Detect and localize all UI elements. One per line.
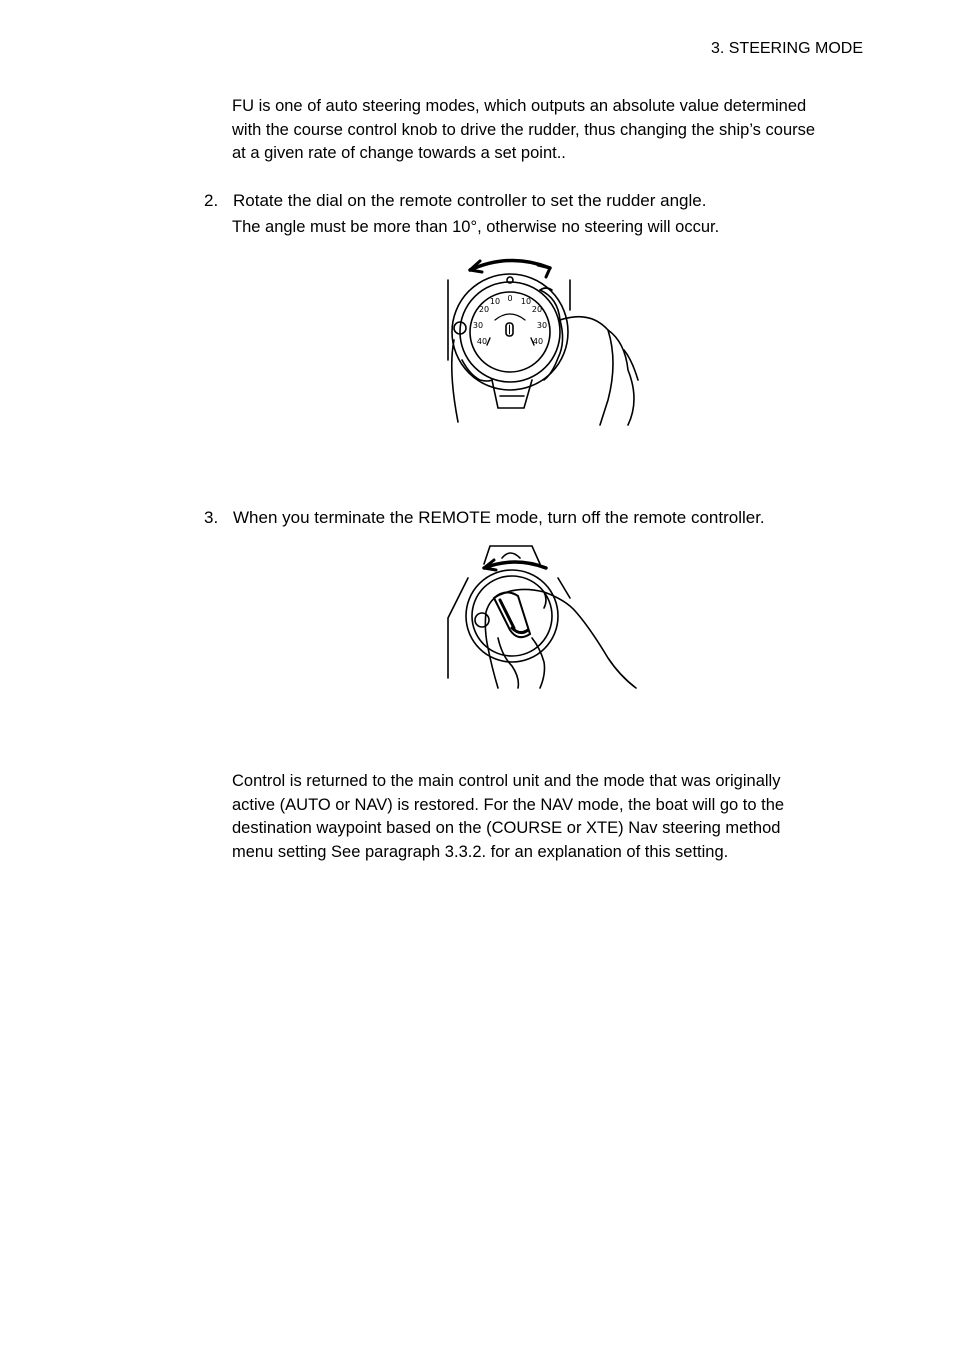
intro-paragraph — [232, 95, 872, 166]
closing-line: Control is returned to the main control unit and the mode that was originally — [232, 772, 781, 790]
intro-line: FU is one of auto steering modes, which outputs an absolute value determined — [232, 97, 807, 115]
dial-label: 30 — [472, 321, 484, 330]
step-text: Rotate the dial on the remote controller to set the rudder angle. — [233, 191, 707, 210]
section-header: 3. STEERING MODE — [710, 40, 863, 57]
closing-line: active (AUTO or NAV) is restored. For the NAV mode, the boat will go to the — [232, 795, 785, 814]
step-number: 2. — [204, 191, 219, 210]
dial-label: 10 — [489, 297, 501, 306]
dial-label: 0 — [507, 294, 513, 303]
closing-line: menu setting See paragraph 3.3.2. for an explanation of this setting. — [232, 842, 729, 861]
dial-label: 40 — [532, 337, 544, 346]
intro-line: with the course control knob to drive the rudder, thus changing the ship’s course — [232, 120, 816, 139]
step-2-note: The angle must be more than 10°, otherwise no steering will occur. — [232, 218, 720, 236]
rudder-dial-illustration — [440, 250, 650, 430]
power-off-illustration — [440, 538, 650, 693]
dial-label: 10 — [520, 297, 532, 306]
dial-label: 30 — [536, 321, 548, 330]
step-text: When you terminate the REMOTE mode, turn off the remote controller. — [233, 508, 765, 527]
step-3 — [204, 508, 884, 528]
step-2 — [204, 191, 884, 211]
intro-line: at a given rate of change towards a set point.. — [232, 144, 566, 162]
dial-label: 20 — [478, 305, 490, 314]
closing-paragraph — [232, 770, 872, 864]
dial-label: 20 — [531, 305, 543, 314]
dial-label: 40 — [476, 337, 488, 346]
closing-line: destination waypoint based on the (COURSE or XTE) Nav steering method — [232, 819, 781, 837]
step-number: 3. — [204, 508, 219, 527]
